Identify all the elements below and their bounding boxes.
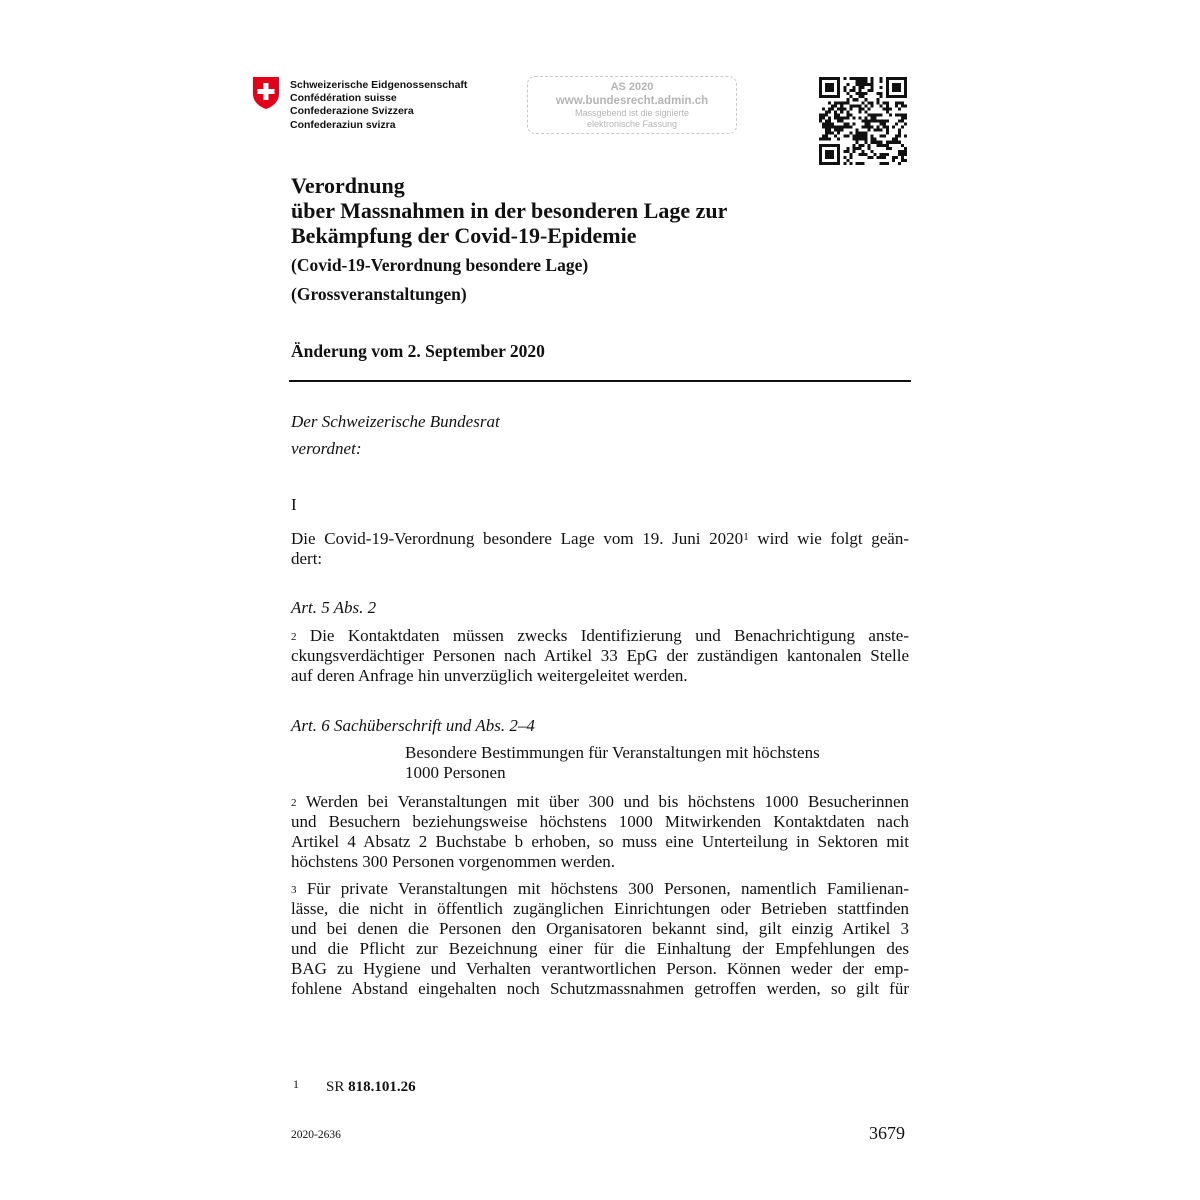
document-title — [291, 173, 727, 248]
stamp-as-number: AS 2020 — [610, 81, 654, 93]
art6-para2-line-3: Artikel 4 Absatz 2 Buchstabe b erhoben, so muss eine Unterteilung in Sektoren mit — [291, 832, 909, 851]
confederation-fr: Confédération suisse — [290, 92, 397, 105]
title-rule — [289, 380, 911, 382]
art5-line-3: auf deren Anfrage hin unverzüglich weitergeleitet werden. — [291, 666, 688, 685]
art6-title — [405, 743, 820, 783]
art6-title-line-2: 1000 Personen — [405, 763, 506, 782]
stamp-note-2: elektronische Fassung — [586, 119, 678, 129]
art5-line-1: Die Kontaktdaten müssen zwecks Identifizierung und Benachrichtigung anste- — [296, 626, 909, 645]
stamp-url: www.bundesrecht.admin.ch — [555, 95, 709, 107]
preamble-decrees: verordnet: — [291, 439, 362, 458]
preamble-authority: Der Schweizerische Bundesrat — [291, 412, 500, 431]
confederation-it: Confederazione Svizzera — [290, 105, 414, 118]
art6-para3-line-5: BAG zu Hygiene und Verhalten verantwortlichen Person. Können weder der emp- — [291, 959, 909, 978]
short-title: (Covid-19-Verordnung besondere Lage) — [291, 255, 589, 275]
art6-para2-line-4: höchstens 300 Personen vorgenommen werden. — [291, 852, 616, 871]
stamp-note-1: Massgebend ist die signierte — [574, 108, 690, 118]
footnote-prefix: SR — [326, 1079, 349, 1095]
publication-stamp — [527, 76, 737, 134]
intro-text-end: wird wie folgt geän- — [748, 529, 909, 548]
art6-para3-number: 3 — [291, 884, 297, 896]
title-line-3: Bekämpfung der Covid-19-Epidemie — [291, 223, 637, 248]
topic-title: (Grossveranstaltungen) — [291, 284, 467, 304]
intro-text-2: dert: — [291, 549, 323, 568]
art6-para3-line-4: und die Pflicht zur Bezeichnung einer für die Einhaltung der Empfehlungen des — [291, 939, 909, 958]
art5-heading: Art. 5 Abs. 2 — [291, 598, 377, 617]
art6-para3-line-3: und bei denen die Personen den Organisatoren bekannt sind, gilt einzig Artikel 3 — [291, 919, 909, 938]
art5-paragraph — [291, 626, 909, 686]
art6-title-line-1: Besondere Bestimmungen für Veranstaltungen mit höchstens — [405, 743, 820, 762]
confederation-names — [290, 79, 467, 132]
art5-line-2: ckungsverdächtiger Personen nach Artikel 33 EpG der zuständigen kantonalen Stelle — [291, 646, 909, 665]
art6-para2-line-2: und Besuchern beziehungsweise höchstens 1000 Mitwirkenden Kontaktdaten nach — [291, 812, 909, 831]
art6-paragraph-2 — [291, 792, 909, 872]
swiss-cross-shield-icon — [252, 76, 280, 110]
section-number: I — [291, 495, 297, 514]
footnote-number: 1 — [293, 1077, 299, 1091]
confederation-de: Schweizerische Eidgenossenschaft — [290, 79, 468, 91]
footnote-ref: 1 — [743, 531, 749, 543]
title-line-1: Verordnung — [291, 173, 405, 198]
confederation-rm: Confederaziun svizra — [290, 118, 396, 131]
art6-paragraph-3 — [291, 879, 909, 999]
art6-para2-line-1: Werden bei Veranstaltungen mit über 300 und bis höchstens 1000 Besucherinnen — [296, 792, 909, 811]
qr-code-icon — [819, 77, 907, 165]
amendment-date: Änderung vom 2. September 2020 — [291, 341, 545, 361]
art6-para2-number: 2 — [291, 797, 297, 809]
art6-para3-line-2: lässe, die nicht in öffentlich zugänglichen Einrichtungen oder Betrieben stattfinden — [291, 899, 909, 918]
footnote-sr-number: 818.101.26 — [348, 1079, 416, 1095]
intro-paragraph — [291, 529, 909, 569]
page-number: 3679 — [869, 1123, 905, 1143]
art5-number: 2 — [291, 631, 297, 643]
art6-para3-line-6: fohlene Abstand eingehalten noch Schutzmassnahmen getroffen werden, so gilt für — [291, 979, 909, 998]
title-line-2: über Massnahmen in der besonderen Lage zur — [291, 198, 728, 223]
document-number: 2020-2636 — [291, 1129, 341, 1141]
art6-para3-line-1: Für private Veranstaltungen mit höchstens 300 Personen, namentlich Familienan- — [296, 879, 909, 898]
footnote-text — [326, 1079, 416, 1096]
intro-text: Die Covid-19-Verordnung besondere Lage vom 19. Juni 2020 — [291, 529, 744, 548]
art6-heading: Art. 6 Sachüberschrift und Abs. 2–4 — [291, 716, 535, 735]
